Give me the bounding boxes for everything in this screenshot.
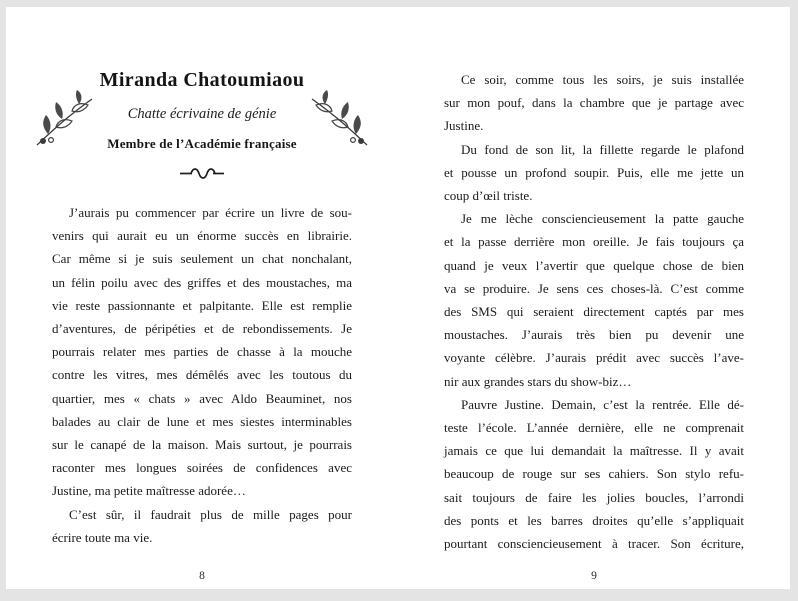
text-line: Justine, ma petite maîtresse adorée… — [52, 483, 246, 499]
left-page-text — [52, 201, 352, 549]
text-line: d’aventures, de péripéties et de rebondissements. Je — [52, 321, 352, 337]
paragraph — [444, 138, 744, 208]
chapter-header — [6, 67, 398, 181]
text-line: Car même si je suis seulement un chat nonchalant, — [52, 251, 352, 267]
text-line: pourtant consciencieusement à tracer. Son écriture, — [444, 536, 744, 552]
text-line: voyante célèbre. J’aurais prédit avec succès l’ave- — [444, 350, 744, 366]
page-left — [6, 7, 398, 589]
text-line: pourrais relater mes parties de chasse à la mouche — [52, 344, 352, 360]
right-page-text — [444, 68, 744, 555]
paragraph — [444, 393, 744, 555]
text-line: des ponts et les barres droites qu’elle s’appliquait — [444, 512, 744, 528]
text-line: venirs qui aurait eu un énorme succès en librairie. — [52, 228, 352, 244]
text-line: contre les vitres, mes démêlés avec les toutous du — [52, 367, 352, 383]
text-line: nir aux grandes stars du show-biz… — [444, 373, 632, 389]
text-line: coup d’œil triste. — [444, 188, 533, 204]
text-line: Justine. — [444, 118, 484, 134]
text-line: Du fond de son lit, la fillette regarde le plafond — [461, 141, 744, 157]
paragraph — [444, 207, 744, 393]
olive-branch-left-icon — [34, 89, 96, 149]
text-line: va se produire. Je sens ces choses-là. C’est comme — [444, 280, 744, 296]
squiggle-divider-ornament-icon — [179, 167, 225, 180]
text-line: beaucoup de rouge sur ses cahiers. Son stylo refu- — [444, 466, 744, 482]
page-number-left: 8 — [199, 570, 205, 582]
paragraph — [52, 503, 352, 549]
text-line: Pauvre Justine. Demain, c’est la rentrée. Elle dé- — [461, 396, 744, 412]
chapter-affiliation: Membre de l’Académie française — [107, 136, 297, 151]
text-line: Ce soir, comme tous les soirs, je suis installée — [461, 72, 744, 87]
text-line: Je me lèche consciencieusement la patte gauche — [461, 211, 744, 227]
text-line: sur mon pouf, dans la chambre que je partage avec — [444, 95, 744, 111]
book-spread — [6, 7, 790, 589]
text-line: un félin poilu avec des griffes et des moustaches, ma — [52, 274, 352, 290]
text-line: C’est sûr, il faudrait plus de mille pages pour — [69, 506, 352, 522]
paragraph — [444, 68, 744, 138]
text-line: écrire toute ma vie. — [52, 529, 153, 545]
text-line: moustaches. J’aurais très bien pu devenir une — [444, 327, 744, 343]
text-line: sur le canapé de la maison. Mais surtout, je pourrais — [52, 437, 352, 453]
text-line: raconter mes longues soirées de confidences avec — [52, 460, 352, 476]
text-line: des SMS qui seraient directement captés par mes — [444, 304, 744, 320]
text-line: sait toujours de faire les jolies boucles, l’arrondi — [444, 489, 744, 505]
section-divider — [6, 167, 398, 181]
text-line: vie reste passionnante et palpitante. Elle est remplie — [52, 297, 352, 313]
page-right — [398, 7, 790, 589]
olive-branch-right-icon — [308, 89, 370, 149]
text-line: quand je veux l’avertir que quelque chose de bien — [444, 257, 744, 273]
text-line: J’aurais pu commencer par écrire un livre de sou- — [69, 205, 352, 220]
text-line: quartier, mes « chats » avec Aldo Beauminet, nos — [52, 390, 352, 406]
chapter-subtitle: Chatte écrivaine de génie — [127, 106, 277, 122]
chapter-title: Miranda Chatoumiaou — [99, 69, 305, 91]
text-line: jamais ce que lui demandait la maîtresse. Il y avait — [444, 443, 744, 459]
text-line: et la passe derrière mon oreille. Je fais toujours ça — [444, 234, 744, 250]
paragraph — [52, 201, 352, 503]
text-line: et pousse un profond soupir. Puis, elle me jette un — [444, 164, 744, 180]
page-number-right: 9 — [591, 570, 597, 582]
text-line: balades au clair de lune et mes siestes interminables — [52, 413, 352, 429]
text-line: teste l’école. L’année dernière, elle ne comprenait — [444, 420, 744, 436]
